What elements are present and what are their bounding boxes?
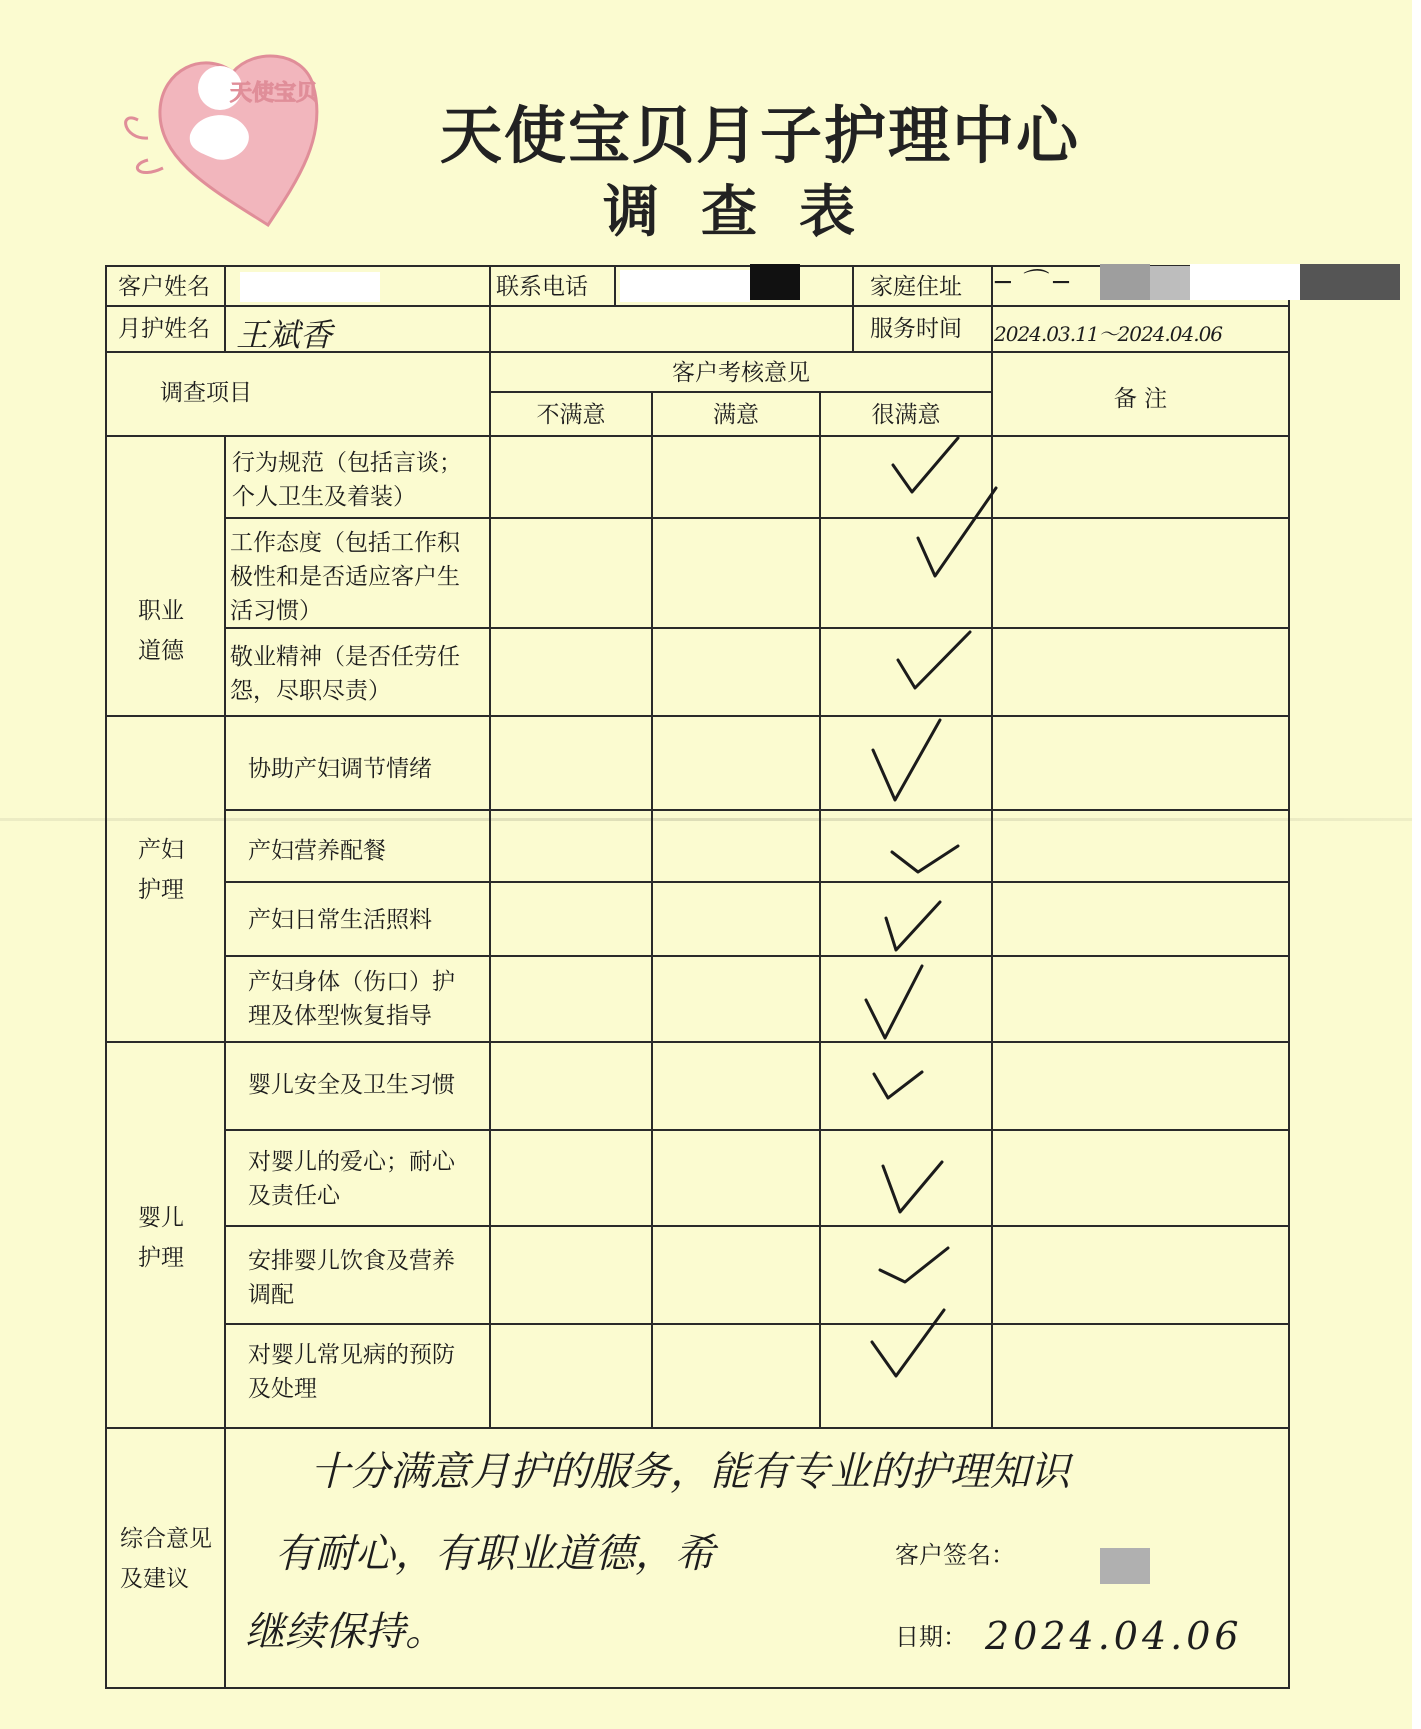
logo-text: 天使宝贝 — [230, 81, 319, 106]
check-mark-icon — [886, 902, 940, 950]
check-mark-icon — [880, 1248, 948, 1282]
page-subtitle: 调查表 — [603, 180, 897, 245]
item-infant-illness: 对婴儿常见病的预防 及处理 — [248, 1342, 455, 1402]
service-time-value: 2024.03.11～2024.04.06 — [994, 322, 1223, 346]
category-infant-care: 婴儿 护理 — [138, 1205, 184, 1271]
check-mark-icon — [866, 966, 922, 1038]
item-infant-safety: 婴儿安全及卫生习惯 — [248, 1072, 455, 1098]
check-mark-icon — [893, 438, 958, 492]
item-infant-diet: 安排婴儿饮食及营养 调配 — [248, 1248, 455, 1308]
nurse-name-label: 月护姓名 — [118, 316, 210, 342]
client-opinion-header: 客户考核意见 — [672, 360, 810, 386]
phone-redaction-white — [620, 270, 750, 302]
category-professional-ethics: 职业 道德 — [138, 598, 184, 664]
item-recovery-guidance: 产妇身体（伤口）护 理及体型恢复指导 — [248, 969, 455, 1029]
check-mark-icon — [873, 720, 940, 800]
angel-heart-logo — [118, 40, 378, 230]
phone-label: 联系电话 — [496, 274, 588, 300]
item-emotion-support: 协助产妇调节情绪 — [248, 756, 432, 782]
category-maternal-care: 产妇 护理 — [138, 837, 184, 903]
signature-redaction — [1100, 1548, 1150, 1584]
page-title: 天使宝贝月子护理中心 — [440, 99, 1081, 172]
signature-label: 客户签名： — [895, 1541, 1015, 1569]
phone-redaction-black — [750, 264, 800, 300]
remarks-header: 备 注 — [1113, 386, 1168, 412]
nurse-name-value: 王斌香 — [236, 316, 333, 354]
survey-item-header: 调查项目 — [160, 380, 252, 406]
client-name-label: 客户姓名 — [118, 274, 210, 300]
item-work-attitude: 工作态度（包括工作积 极性和是否适应客户生 活习惯） — [230, 530, 460, 624]
item-infant-patience: 对婴儿的爱心；耐心 及责任心 — [248, 1149, 455, 1209]
comment-line-3: 继续保持。 — [245, 1609, 445, 1655]
check-mark-icon — [898, 632, 970, 688]
comment-line-1: 十分满意月护的服务，能有专业的护理知识 — [310, 1449, 1070, 1495]
item-daily-care: 产妇日常生活照料 — [248, 907, 432, 933]
address-redaction-4 — [1300, 264, 1400, 300]
very-satisfied-header: 很满意 — [871, 402, 941, 428]
date-value: 2024.04.06 — [985, 1614, 1243, 1658]
satisfied-header: 满意 — [713, 402, 759, 428]
check-mark-icon — [883, 1162, 942, 1212]
comment-line-2: 有耐心，有职业道德，希 — [275, 1531, 715, 1577]
check-mark-icon — [874, 1072, 922, 1098]
date-label: 日期： — [895, 1623, 967, 1651]
item-dedication: 敬业精神（是否任劳任 怨，尽职尽责） — [230, 644, 460, 704]
address-redaction-2 — [1150, 266, 1190, 300]
address-label: 家庭住址 — [870, 274, 962, 300]
service-time-label: 服务时间 — [870, 316, 962, 342]
item-nutrition: 产妇营养配餐 — [248, 838, 386, 864]
summary-label: 综合意见 及建议 — [120, 1526, 212, 1592]
address-redaction-1 — [1100, 264, 1150, 300]
check-mark-icon — [872, 1310, 944, 1376]
address-redaction-3 — [1190, 264, 1300, 300]
address-scribble: ─ ⌒ ─ — [995, 268, 1069, 298]
check-mark-icon — [918, 488, 996, 576]
item-conduct: 行为规范（包括言谈； 个人卫生及着装） — [232, 450, 462, 510]
scan-edge — [1412, 0, 1421, 1729]
paper-fold-crease — [0, 818, 1412, 821]
unsatisfied-header: 不满意 — [536, 402, 606, 428]
client-name-redaction — [240, 272, 380, 302]
check-mark-icon — [892, 846, 958, 872]
